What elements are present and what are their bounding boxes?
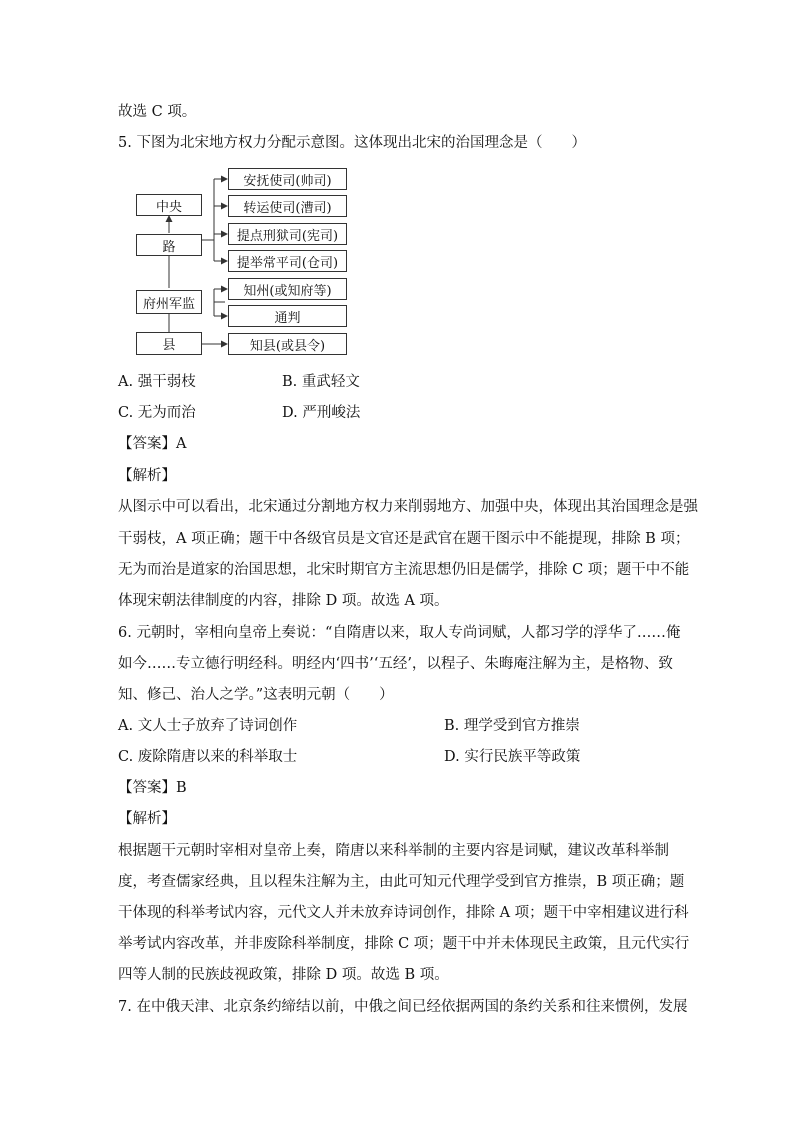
q6-option-c: C. 废除隋唐以来的科举取士 <box>118 749 298 765</box>
office-box-transport: 转运使司(漕司) <box>228 195 347 217</box>
prefecture-box: 府州军监 <box>136 290 202 314</box>
q6-analysis-title: 【解析】 <box>118 811 176 827</box>
q7-stem: 7. 在中俄天津、北京条约缔结以前，中俄之间已经依据两国的条约关系和往来惯例，发展 <box>118 999 688 1015</box>
county-box: 县 <box>136 332 202 355</box>
q6-analysis-line: 干体现的科举考试内容，元代文人并未放弃诗词创作，排除 A 项；题干中宰相建议进行科 <box>118 905 689 921</box>
q6-option-a: A. 文人士子放弃了诗词创作 <box>118 718 298 734</box>
q6-option-b: B. 理学受到官方推崇 <box>444 718 580 734</box>
office-box-pacification: 安抚使司(帅司) <box>228 168 347 190</box>
previous-question-conclusion: 故选 C 项。 <box>118 104 197 120</box>
song-power-diagram <box>128 164 368 364</box>
q5-option-c: C. 无为而治 <box>118 405 196 421</box>
q6-stem-line: 如今……专立德行明经科。明经内‘四书’‘五经’，以程子、朱晦庵注解为主，是格物、致 <box>118 656 673 672</box>
q6-answer: 【答案】B <box>118 780 187 796</box>
q5-analysis-line: 体现宋朝法律制度的内容，排除 D 项。故选 A 项。 <box>118 593 449 609</box>
q6-option-d: D. 实行民族平等政策 <box>444 749 581 765</box>
office-box-granary: 提举常平司(仓司) <box>228 250 347 272</box>
q5-stem: 5. 下图为北宋地方权力分配示意图。这体现出北宋的治国理念是（ ） <box>118 135 586 151</box>
q5-option-a: A. 强干弱枝 <box>118 374 196 390</box>
q6-analysis-line: 根据题干元朝时宰相对皇帝上奏，隋唐以来科举制的主要内容是词赋，建议改革科举制 <box>118 843 669 859</box>
q5-analysis-line: 从图示中可以看出，北宋通过分割地方权力来削弱地方、加强中央，体现出其治国理念是强 <box>118 499 698 515</box>
office-box-controller: 通判 <box>228 305 347 327</box>
q6-stem-line: 6. 元朝时，宰相向皇帝上奏说：“自隋唐以来，取人专尚词赋，人都习学的浮华了……俺 <box>118 625 681 641</box>
q6-analysis-line: 举考试内容改革，并非废除科举制度，排除 C 项；题干中并未体现民主政策，且元代实行 <box>118 936 690 952</box>
q5-analysis-title: 【解析】 <box>118 468 176 484</box>
q6-analysis-line: 度，考查儒家经典，且以程朱注解为主，由此可知元代理学受到官方推崇，B 项正确；题 <box>118 874 685 890</box>
q5-analysis-line: 无为而治是道家的治国思想，北宋时期官方主流思想仍旧是儒学，排除 C 项；题干中不能 <box>118 562 690 578</box>
q5-option-d: D. 严刑峻法 <box>282 405 361 421</box>
q6-stem-line: 知、修己、治人之学。”这表明元朝（ ） <box>118 687 394 703</box>
circuit-box: 路 <box>136 234 202 256</box>
q6-analysis-line: 四等人制的民族歧视政策，排除 D 项。故选 B 项。 <box>118 967 449 983</box>
central-box: 中央 <box>136 194 202 216</box>
office-box-judicial: 提点刑狱司(宪司) <box>228 223 347 245</box>
q5-answer: 【答案】A <box>118 436 187 452</box>
q5-option-b: B. 重武轻文 <box>282 374 360 390</box>
q5-analysis-line: 干弱枝，A 项正确；题干中各级官员是文官还是武官在题干图示中不能提现，排除 B 项； <box>118 531 690 547</box>
office-box-magistrate: 知县(或县令) <box>228 333 347 355</box>
office-box-prefect: 知州(或知府等) <box>228 278 347 300</box>
